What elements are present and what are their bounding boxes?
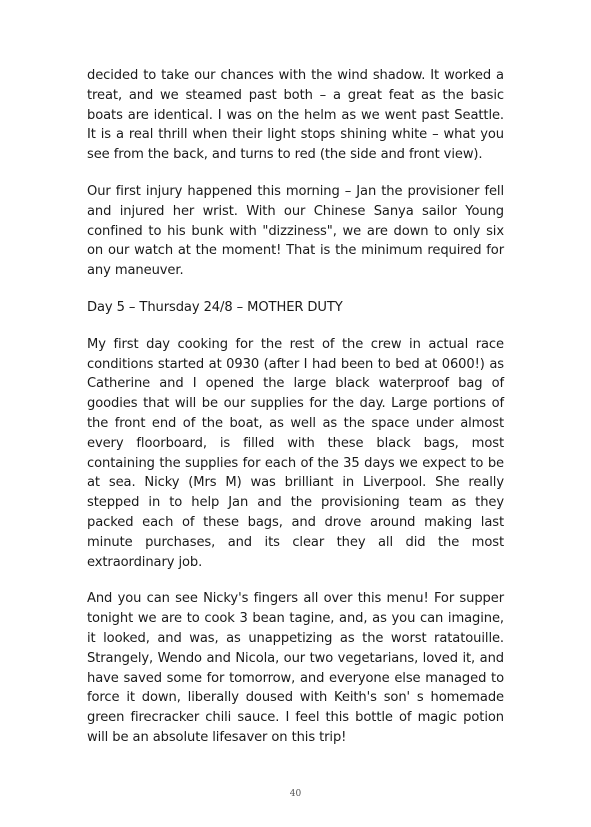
day-heading: Day 5 – Thursday 24/8 – MOTHER DUTY: [87, 299, 343, 315]
paragraph-first-injury: Our first injury happened this morning – Jan the provisioner fell and injured her wrist. With our Chinese Sanya sailor Young confined to his bunk with "dizziness", we are down to only six on our watch at the moment! That is the minimum required for any maneuver.: [87, 183, 504, 279]
page-body: [87, 66, 504, 765]
page-number: 40: [289, 789, 302, 799]
paragraph-wind-shadow: decided to take our chances with the wind shadow. It worked a treat, and we steamed past both – a great feat as the basic boats are identical. I was on the helm as we went past Seattle. It is a real thrill when their light stops shining white – what you see from the back, and turns to red (the side and front view).: [87, 68, 504, 163]
paragraph-cooking: My first day cooking for the rest of the crew in actual race conditions started at 0930 (after I had been to bed at 0600!) as Catherine and I opened the large black waterproof bag of goodies that will be our supplies for the day. Large portions of the front end of the boat, as well as the space under almost every floorboard, is filled with these black bags, most containing the supplies for each of the 35 days we expect to be at sea. Nicky (Mrs M) was brilliant in Liverpool. She really stepped in to help Jan and the provisioning team as they packed each of these bags, and drove around making last minute purchases, and its clear they all did the most extraordinary job.: [87, 336, 504, 570]
paragraph-menu: And you can see Nicky's fingers all over this menu! For supper tonight we are to cook 3 bean tagine, and, as you can imagine, it looked, and was, as unappetizing as the worst ratatouille. Strangely, Wendo and Nicola, our two vegetarians, loved it, and have saved some for tomorrow, and everyone else managed to force it down, liberally doused with Keith's son' s homemade green firecracker chili sauce. I feel this bottle of magic potion will be an absolute lifesaver on this trip!: [87, 591, 504, 745]
